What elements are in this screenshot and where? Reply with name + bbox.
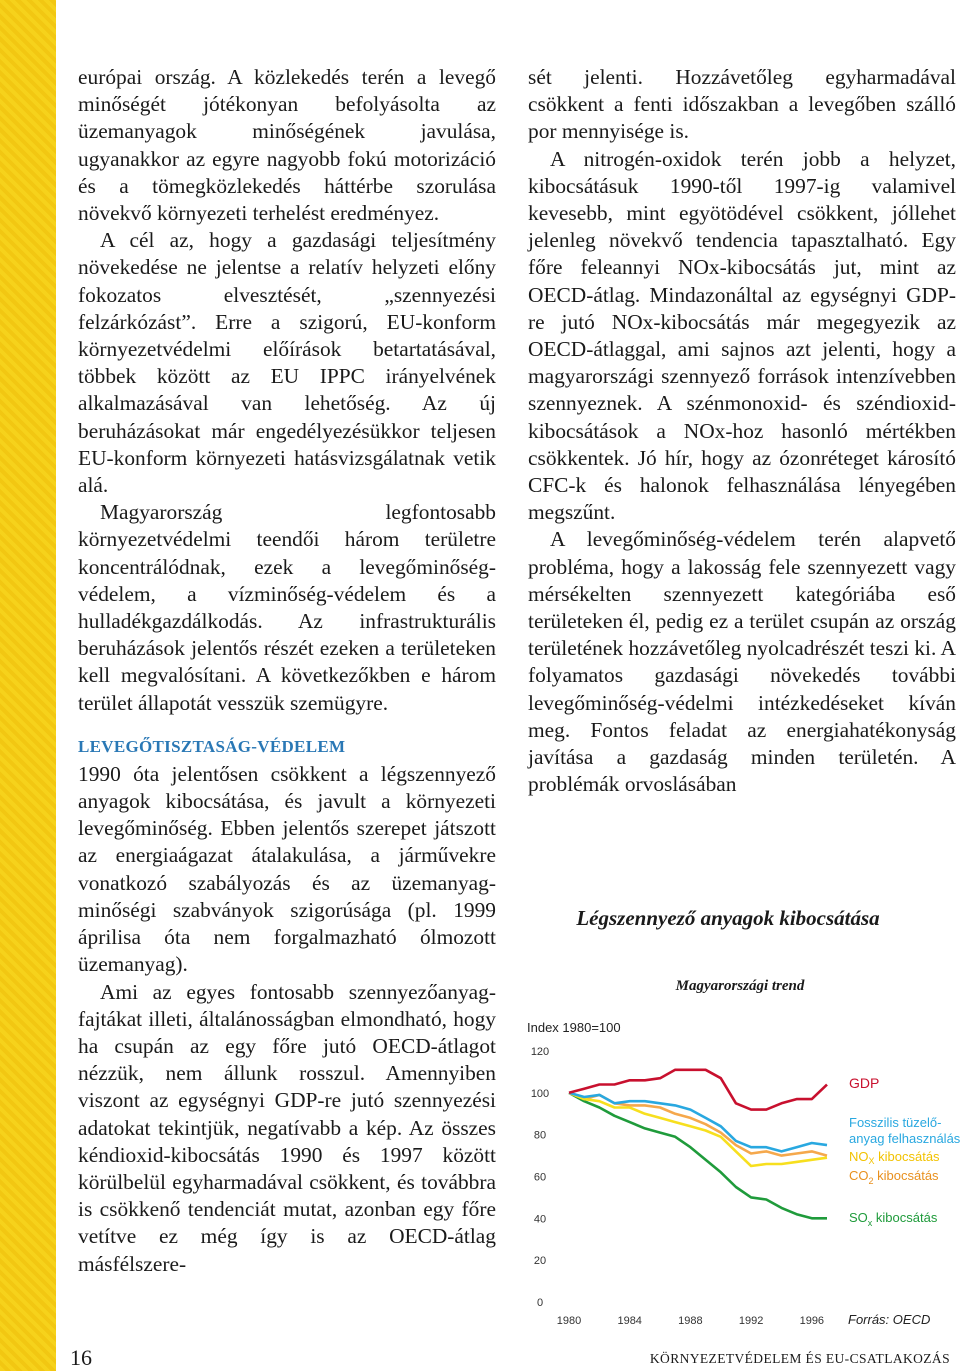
y-tick-label: 120 <box>530 1046 550 1058</box>
legend-sox: $SO_x$ kibocsátás <box>849 1210 938 1228</box>
chart-title: Légszennyező anyagok kibocsátása <box>576 906 880 930</box>
y-tick-label: 100 <box>530 1087 550 1100</box>
paragraph: sét jelenti. Hozzávetőleg egyharmadával csökkent a fenti időszakban a levegőben szálló por mennyisége is. <box>528 65 956 144</box>
section-heading: LEVEGŐTISZTASÁG-VÉDELEM <box>78 736 346 756</box>
page-number: 16 <box>70 1345 92 1370</box>
paragraph: Ami az egyes fontosabb szennyezőanyag-fajtákat illeti, általánosságban elmondható, hogy ha csupán az egy főre jutó OECD-átlagot nézzük, nem állunk rosszul. Amennyiben viszont az egységnyi GDP-re jutó szennyezési adatokat tekintjük, negatívabb a kép. Az összes kéndioxid-kibocsátás 1990 és 1997 között körülbelül egyharmadával csökkent, és továbbra is csökkenő tendenciát mutat, azonban egy főre vetítve ez még így is az OECD-átlag másfélszere- <box>78 979 496 1276</box>
series-lines <box>569 1070 827 1219</box>
x-tick-label: 1992 <box>738 1315 764 1327</box>
y-tick-label: 20 <box>533 1255 547 1268</box>
chart-subtitle: Magyarországi trend <box>675 978 805 994</box>
paragraph: A cél az, hogy a gazdasági teljesítmény növekedése ne jelentse a relatív helyzeti előny fokozatos elvesztését, „szennyezési felzárkózást”. Erre a szigorú, EU-konform környezetvédelmi előírások betartatásával, többek között az EU IPPC irányelvének alkalmazásával van lehetőség. Az új beruházásokat már engedélyezésükkor teljesen EU-konform környezeti hatásvizsgálatnak vetik alá. <box>78 228 496 498</box>
x-tick-label: 1984 <box>617 1315 642 1327</box>
x-tick-labels <box>557 1315 824 1327</box>
y-tick-labels <box>531 1046 549 1309</box>
y-tick-label: 80 <box>533 1129 547 1142</box>
x-tick-label: 1996 <box>799 1315 825 1327</box>
x-tick-label: 1980 <box>556 1315 582 1327</box>
legend-nox: $NO_X$ kibocsátás <box>849 1149 940 1166</box>
y-axis-label: Index 1980=100 <box>527 1020 621 1035</box>
paragraph: Magyarország legfontosabb környezetvédelmi teendői három területre koncentrálódnak, ezek a levegőminőség-védelem, a vízminőség-védelem és a hulladékgazdálkodás. Az infrastrukturális beruházások jelentős részét ezeken a területeken kell megvalósítani. A következőkben e három terület állapotát vesszük szemügyre. <box>78 500 496 715</box>
running-footer: KÖRNYEZETVÉDELEM ÉS EU-CSATLAKOZÁS <box>649 1351 950 1366</box>
y-tick-label: 40 <box>533 1213 547 1226</box>
legend-fossil-line1: Fosszilis tüzelő- <box>849 1115 942 1130</box>
paragraph: A nitrogén-oxidok terén jobb a helyzet, kibocsátásuk 1990-től 1997-ig valamivel kevesebb, mint egyötödével csökkent, jóllehet jelenleg növekvő tendencia tapasztalható. Egy főre feleannyi NOx-kibocsátás jut, mint az OECD-átlag. Mindazonáltal az egységnyi GDP-re jutó NOx-kibocsátás már megegyezik az OECD-átlaggal, ami sajnos azt jelenti, hogy a magyarországi szennyező források intenzívebben szennyeznek. A szénmonoxid- és széndioxid-kibocsátások a NOx-hoz hasonló mértékben csökkentek. Jó hír, hogy az ózonréteget károsító CFC-k és halonok felhasználása lényegében megszűnt. <box>528 146 956 525</box>
y-tick-label: 60 <box>533 1171 547 1184</box>
paragraph: európai ország. A közlekedés terén a levegő minőségét jótékonyan befolyásolta az üzemanyagok minőségének javulása, ugyanakkor az egyre nagyobb fokú motorizáció és a tömegközlekedés háttérbe szorulása növekvő környezeti terhelést eredményez. <box>78 65 496 226</box>
legend-gdp: GDP <box>849 1075 880 1091</box>
y-tick-label: 0 <box>536 1297 544 1309</box>
paragraph: A levegőminőség-védelem terén alapvető probléma, hogy a lakosság fele szennyezett vagy mérsékelten szennyezett kategóriába eső területeken él, pedig ez a terület csupán az ország területének hozzávetőleg nyolcadrészét teszi ki. A folyamatos gazdasági növekedés további levegőminőség-védelmi intézkedéseket kíván meg. Fontos feladat az energiahatékonyság javítása a gazdaság minden területén. A problémák orvoslásában <box>528 527 956 797</box>
legend-fossil-line2: anyag felhasználás <box>849 1131 960 1146</box>
chart-source: Forrás: OECD <box>848 1312 931 1327</box>
x-tick-label: 1988 <box>678 1315 703 1327</box>
legend-co2: $CO_2$ kibocsátás <box>849 1168 939 1186</box>
paragraph: 1990 óta jelentősen csökkent a légszennyező anyagok kibocsátása, és javult a környezeti levegőminőség. Ebben jelentős szerepet játszott az energiaágazat átalakulása, a járművekre vonatkozó szabályozás és az üzemanyag-minőségi szabványok szigorúsága (pl. 1999 áprilisa óta nem forgalmazható ólmozott üzemanyag). <box>78 761 496 977</box>
